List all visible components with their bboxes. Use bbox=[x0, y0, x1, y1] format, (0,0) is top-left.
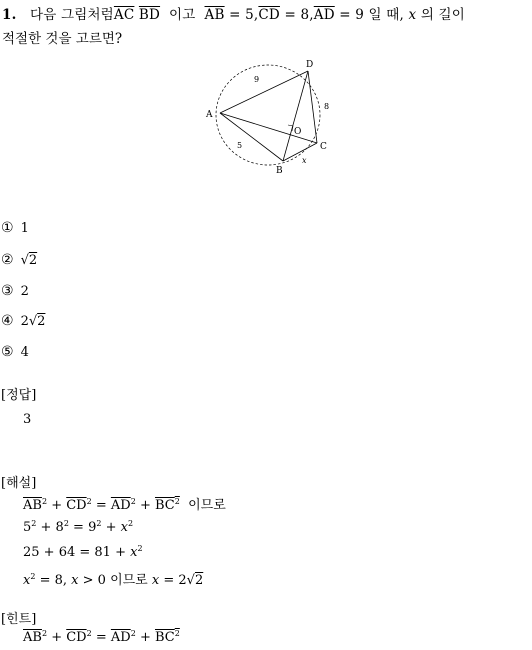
segment-cd: $\overline{CD}$ bbox=[258, 7, 280, 23]
segment-ad: $\overline{AD}$ bbox=[313, 7, 335, 23]
segment-bd-line bbox=[283, 71, 308, 161]
label-o: O bbox=[294, 127, 302, 137]
question-number: 1. bbox=[2, 7, 17, 23]
hint-heading: [힌트] bbox=[1, 612, 37, 627]
question-text: 다음 그림처럼 bbox=[29, 7, 114, 23]
explanation-line-3: $25 + 64 = 81 + x^2$ bbox=[23, 544, 143, 560]
geometry-figure bbox=[200, 55, 340, 180]
question-line-1 bbox=[2, 3, 465, 23]
label-c: C bbox=[320, 142, 327, 152]
segment-ad: $\overline{AD}$ bbox=[110, 498, 131, 513]
segment-bc-squared: $BC^2$ bbox=[154, 629, 180, 645]
segment-ab: $\overline{AB}$ bbox=[23, 498, 42, 513]
variable-x: x bbox=[408, 7, 417, 23]
segment-ad: $\overline{AD}$ bbox=[110, 630, 131, 645]
radicand: 2 bbox=[37, 314, 46, 329]
choice-mark: ⑤ bbox=[1, 344, 14, 360]
choice-2[interactable] bbox=[1, 252, 37, 268]
choice-4[interactable] bbox=[1, 313, 45, 329]
operator: + bbox=[51, 498, 63, 513]
segment-bc-line bbox=[283, 143, 317, 161]
choice-1[interactable] bbox=[1, 220, 29, 236]
value: = 5, bbox=[229, 7, 259, 23]
edge-label-bc: x bbox=[302, 156, 307, 165]
segment-ac: $\overline{AC}$ bbox=[113, 7, 135, 23]
exponent: 2 bbox=[86, 497, 92, 506]
explanation-line-1 bbox=[23, 494, 226, 513]
explanation-line-4: $x^2 = 8$, x > 0 이므로 x = 2√2 bbox=[23, 572, 204, 588]
segment-ab: $\overline{AB}$ bbox=[23, 630, 42, 645]
answer-heading: [정답] bbox=[1, 388, 37, 403]
label-d: D bbox=[306, 60, 314, 70]
label-b: B bbox=[276, 166, 283, 176]
value: = 8, bbox=[284, 7, 314, 23]
choice-text: 1 bbox=[20, 221, 29, 236]
edge-label-ad: 9 bbox=[254, 75, 260, 84]
segment-ac-line bbox=[220, 113, 317, 143]
segment-ad-line bbox=[220, 71, 308, 113]
choice-mark: ③ bbox=[1, 283, 14, 299]
choice-3[interactable] bbox=[1, 283, 29, 299]
choice-5[interactable] bbox=[1, 344, 29, 360]
explanation-heading: [해설] bbox=[1, 476, 37, 491]
operator: + bbox=[139, 498, 151, 513]
choice-mark: ① bbox=[1, 220, 14, 236]
segment-ab: $\overline{AB}$ bbox=[204, 7, 225, 23]
value: = 9 일 때, bbox=[339, 7, 404, 23]
operator: = bbox=[95, 498, 107, 513]
edge-label-ab: 5 bbox=[237, 141, 243, 150]
choice-mark: ④ bbox=[1, 313, 14, 329]
label-a: A bbox=[206, 110, 213, 120]
radicand: 2 bbox=[28, 253, 38, 268]
question-line-2: 적절한 것을 고르면? bbox=[2, 31, 123, 47]
segment-cd-line bbox=[308, 71, 317, 143]
segment-ab-line bbox=[220, 113, 283, 161]
sqrt-symbol: √ bbox=[28, 314, 38, 329]
segment-bc-squared: $BC^2$ bbox=[154, 497, 180, 513]
edge-label-cd: 8 bbox=[324, 102, 330, 111]
choice-text: 4 bbox=[20, 345, 29, 360]
segment-cd: $\overline{CD}$ bbox=[66, 498, 87, 513]
explanation-text: 이므로 bbox=[188, 498, 226, 513]
coefficient: 2 bbox=[20, 314, 29, 329]
exponent: 2 bbox=[41, 497, 48, 506]
choice-text: 2 bbox=[20, 284, 29, 299]
segment-cd: $\overline{CD}$ bbox=[66, 630, 87, 645]
choice-mark: ② bbox=[1, 252, 14, 268]
answer-value: 3 bbox=[23, 412, 32, 427]
explanation-line-2: $5^2 + 8^2 = 9^2 + x^2$ bbox=[23, 519, 134, 535]
question-text: 이고 bbox=[169, 7, 196, 23]
hint-line-1: $\overline{AB}^2 + \overline{CD}^2 = \overline{AD}^2 + BC^2$ bbox=[23, 629, 180, 645]
segment-bd: $\overline{BD}$ bbox=[138, 7, 161, 23]
question-text: 의 길이 bbox=[420, 7, 466, 23]
exponent: 2 bbox=[130, 497, 136, 506]
sqrt-symbol: √ bbox=[20, 253, 29, 268]
